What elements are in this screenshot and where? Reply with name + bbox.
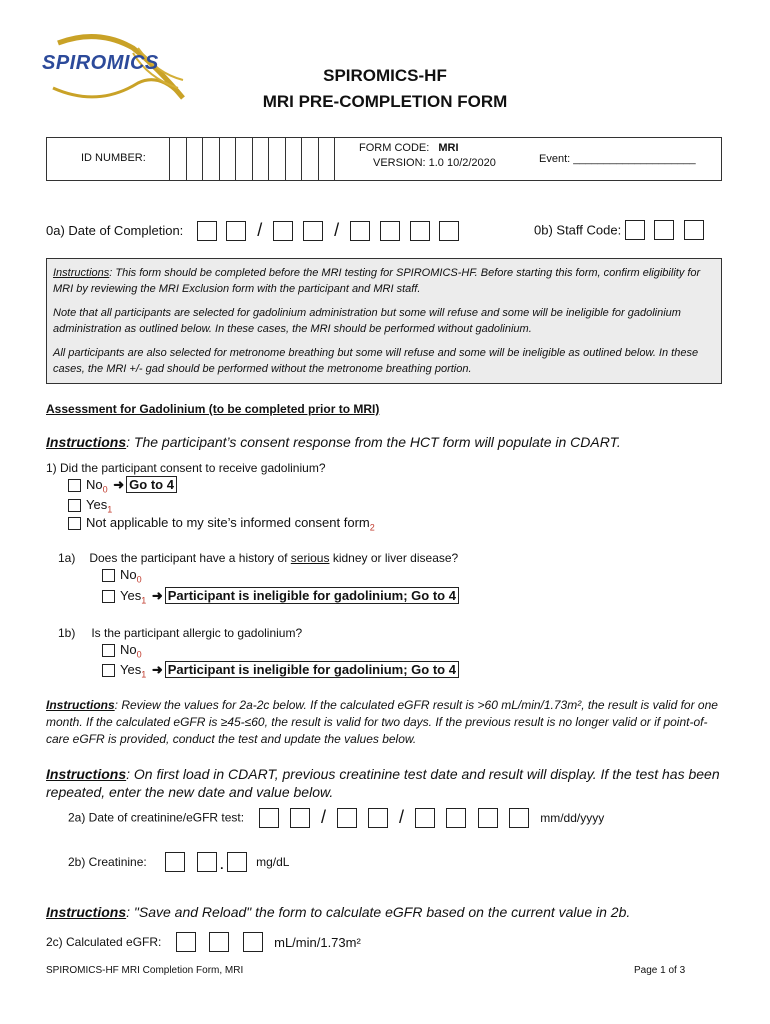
id-table bbox=[46, 137, 722, 181]
creatinine-box[interactable] bbox=[227, 852, 247, 872]
q1-option-yes[interactable]: Yes$_1$ bbox=[68, 497, 112, 515]
question-1: 1) Did the participant consent to receive gadolinium? bbox=[46, 461, 326, 475]
date-box[interactable] bbox=[337, 808, 357, 828]
arrow-right-icon: ➜ bbox=[113, 477, 125, 492]
date-box[interactable] bbox=[273, 221, 293, 241]
instructions-para-2: Note that all participants are selected for gadolinium administration but some will refuse and some will be ineligible for gadolinium administration as outlined below. In these cases, the MRI should be performed without gadolinium. bbox=[53, 307, 681, 335]
arrow-right-icon: ➜ bbox=[151, 662, 163, 677]
q1a-option-no[interactable]: $No_0$ bbox=[102, 567, 142, 585]
date-box[interactable] bbox=[439, 221, 459, 241]
date-box[interactable] bbox=[415, 808, 435, 828]
q1b-option-no[interactable]: $No_0$ bbox=[102, 642, 142, 660]
instructions-consent: Instructions: The participant’s consent response from the HCT form will populate in CDART. bbox=[46, 434, 621, 450]
checkbox[interactable] bbox=[68, 517, 81, 530]
logo-text: SPIROMICS bbox=[42, 52, 159, 74]
date-box[interactable] bbox=[226, 221, 246, 241]
creatinine-box[interactable] bbox=[165, 852, 185, 872]
instructions-heading: Instructions bbox=[53, 267, 110, 279]
checkbox[interactable] bbox=[102, 664, 115, 677]
date-box[interactable] bbox=[478, 808, 498, 828]
date-slash: / bbox=[334, 220, 340, 240]
q1-option-no[interactable]: $No_0$ ➜ Go to 4 bbox=[68, 477, 177, 495]
date-box[interactable] bbox=[380, 221, 400, 241]
date-box[interactable] bbox=[197, 221, 217, 241]
question-2a: 2a) Date of creatinine/eGFR test: / / mm/dd/yyyy bbox=[68, 807, 605, 827]
version-line: VERSION: 1.0 10/2/2020 bbox=[373, 157, 496, 169]
date-slash: / bbox=[257, 220, 263, 240]
date-box[interactable] bbox=[259, 808, 279, 828]
date-format-hint: mm/dd/yyyy bbox=[540, 810, 605, 825]
instructions-creatinine: Instructions: On first load in CDART, previous creatinine test date and result will display. If the test has been repeated, enter the new date and value below. bbox=[46, 766, 720, 800]
date-box[interactable] bbox=[410, 221, 430, 241]
id-number-boxes[interactable] bbox=[169, 138, 335, 180]
instructions-para-1: Instructions: This form should be completed before the MRI testing for SPIROMICS-HF. Before starting this form, confirm eligibility for MRI by reviewing the MRI Exclusion form with the participant and MRI staff. bbox=[53, 267, 701, 295]
checkbox[interactable] bbox=[102, 569, 115, 582]
date-slash: / bbox=[320, 807, 326, 827]
date-slash: / bbox=[398, 807, 404, 827]
ineligible-label: Participant is ineligible for gadolinium; Go to 4 bbox=[165, 661, 459, 678]
date-box[interactable] bbox=[290, 808, 310, 828]
checkbox[interactable] bbox=[68, 479, 81, 492]
egfr-unit: mL/min/1.73m² bbox=[274, 934, 361, 950]
staff-code-row bbox=[534, 220, 704, 240]
instructions-para-3: All participants are also selected for metronome breathing but some will refuse and some will be ineligible as outlined below. In these cases, the MRI +/- gad should be performed without the metronome breathing portion. bbox=[53, 347, 699, 375]
instructions-box bbox=[46, 258, 722, 384]
event-field[interactable]: Event: ____________________ bbox=[539, 153, 696, 165]
instructions-egfr: Instructions: Review the values for 2a-2c below. If the calculated eGFR result is >60 mL/min/1.73m², the result is valid for one month. If the calculated eGFR is ≥45-≤60, the result is valid for two days. If the previous result is no longer valid or if point-of-care eGFR is provided, conduct the test and update the values below. bbox=[46, 698, 718, 746]
question-2b: 2b) Creatinine: . mg/dL bbox=[68, 852, 289, 872]
q1-option-na[interactable]: Not applicable to my site’s informed consent form$_2$ bbox=[68, 515, 375, 533]
q1a-option-yes[interactable]: Yes$_1$ ➜ Participant is ineligible for gadolinium; Go to 4 bbox=[102, 588, 459, 606]
date-box[interactable] bbox=[350, 221, 370, 241]
instructions-save-reload: Instructions: "Save and Reload" the form to calculate eGFR based on the current value in 2b. bbox=[46, 904, 631, 920]
staff-code-label: 0b) Staff Code: bbox=[534, 222, 622, 238]
form-title-2: MRI PRE-COMPLETION FORM bbox=[262, 92, 508, 111]
question-1a: 1a) Does the participant have a history of serious kidney or liver disease? bbox=[58, 551, 459, 565]
footer-page-number: Page 1 of 3 bbox=[634, 965, 686, 976]
question-1b: 1b) Is the participant allergic to gadolinium? bbox=[58, 626, 303, 640]
date-box[interactable] bbox=[303, 221, 323, 241]
question-2c: 2c) Calculated eGFR: mL/min/1.73m² bbox=[46, 932, 361, 952]
staff-code-box[interactable] bbox=[625, 220, 645, 240]
creatinine-unit: mg/dL bbox=[256, 855, 290, 869]
egfr-box[interactable] bbox=[176, 932, 196, 952]
checkbox[interactable] bbox=[68, 499, 81, 512]
footer-form-name: SPIROMICS-HF MRI Completion Form, MRI bbox=[46, 965, 244, 976]
date-box[interactable] bbox=[509, 808, 529, 828]
q1b-option-yes[interactable]: Yes$_1$ ➜ Participant is ineligible for gadolinium; Go to 4 bbox=[102, 662, 459, 680]
ineligible-label: Participant is ineligible for gadolinium; Go to 4 bbox=[165, 587, 459, 604]
creatinine-box[interactable] bbox=[197, 852, 217, 872]
id-number-label: ID NUMBER: bbox=[81, 152, 146, 164]
checkbox[interactable] bbox=[102, 644, 115, 657]
egfr-box[interactable] bbox=[209, 932, 229, 952]
staff-code-box[interactable] bbox=[654, 220, 674, 240]
form-code-label: FORM CODE: bbox=[359, 142, 430, 154]
date-box[interactable] bbox=[368, 808, 388, 828]
egfr-box[interactable] bbox=[243, 932, 263, 952]
checkbox[interactable] bbox=[102, 590, 115, 603]
date-completion-label: 0a) Date of Completion: bbox=[46, 223, 184, 238]
form-title-1: SPIROMICS-HF bbox=[323, 66, 447, 85]
date-completion-row bbox=[46, 220, 459, 244]
arrow-right-icon: ➜ bbox=[151, 588, 163, 603]
staff-code-box[interactable] bbox=[684, 220, 704, 240]
decimal-point: . bbox=[220, 858, 224, 872]
form-code-value: MRI bbox=[438, 142, 459, 154]
form-code bbox=[359, 142, 459, 154]
goto-4-label: Go to 4 bbox=[126, 476, 177, 493]
date-box[interactable] bbox=[446, 808, 466, 828]
section-heading: Assessment for Gadolinium (to be completed prior to MRI) bbox=[46, 402, 380, 416]
